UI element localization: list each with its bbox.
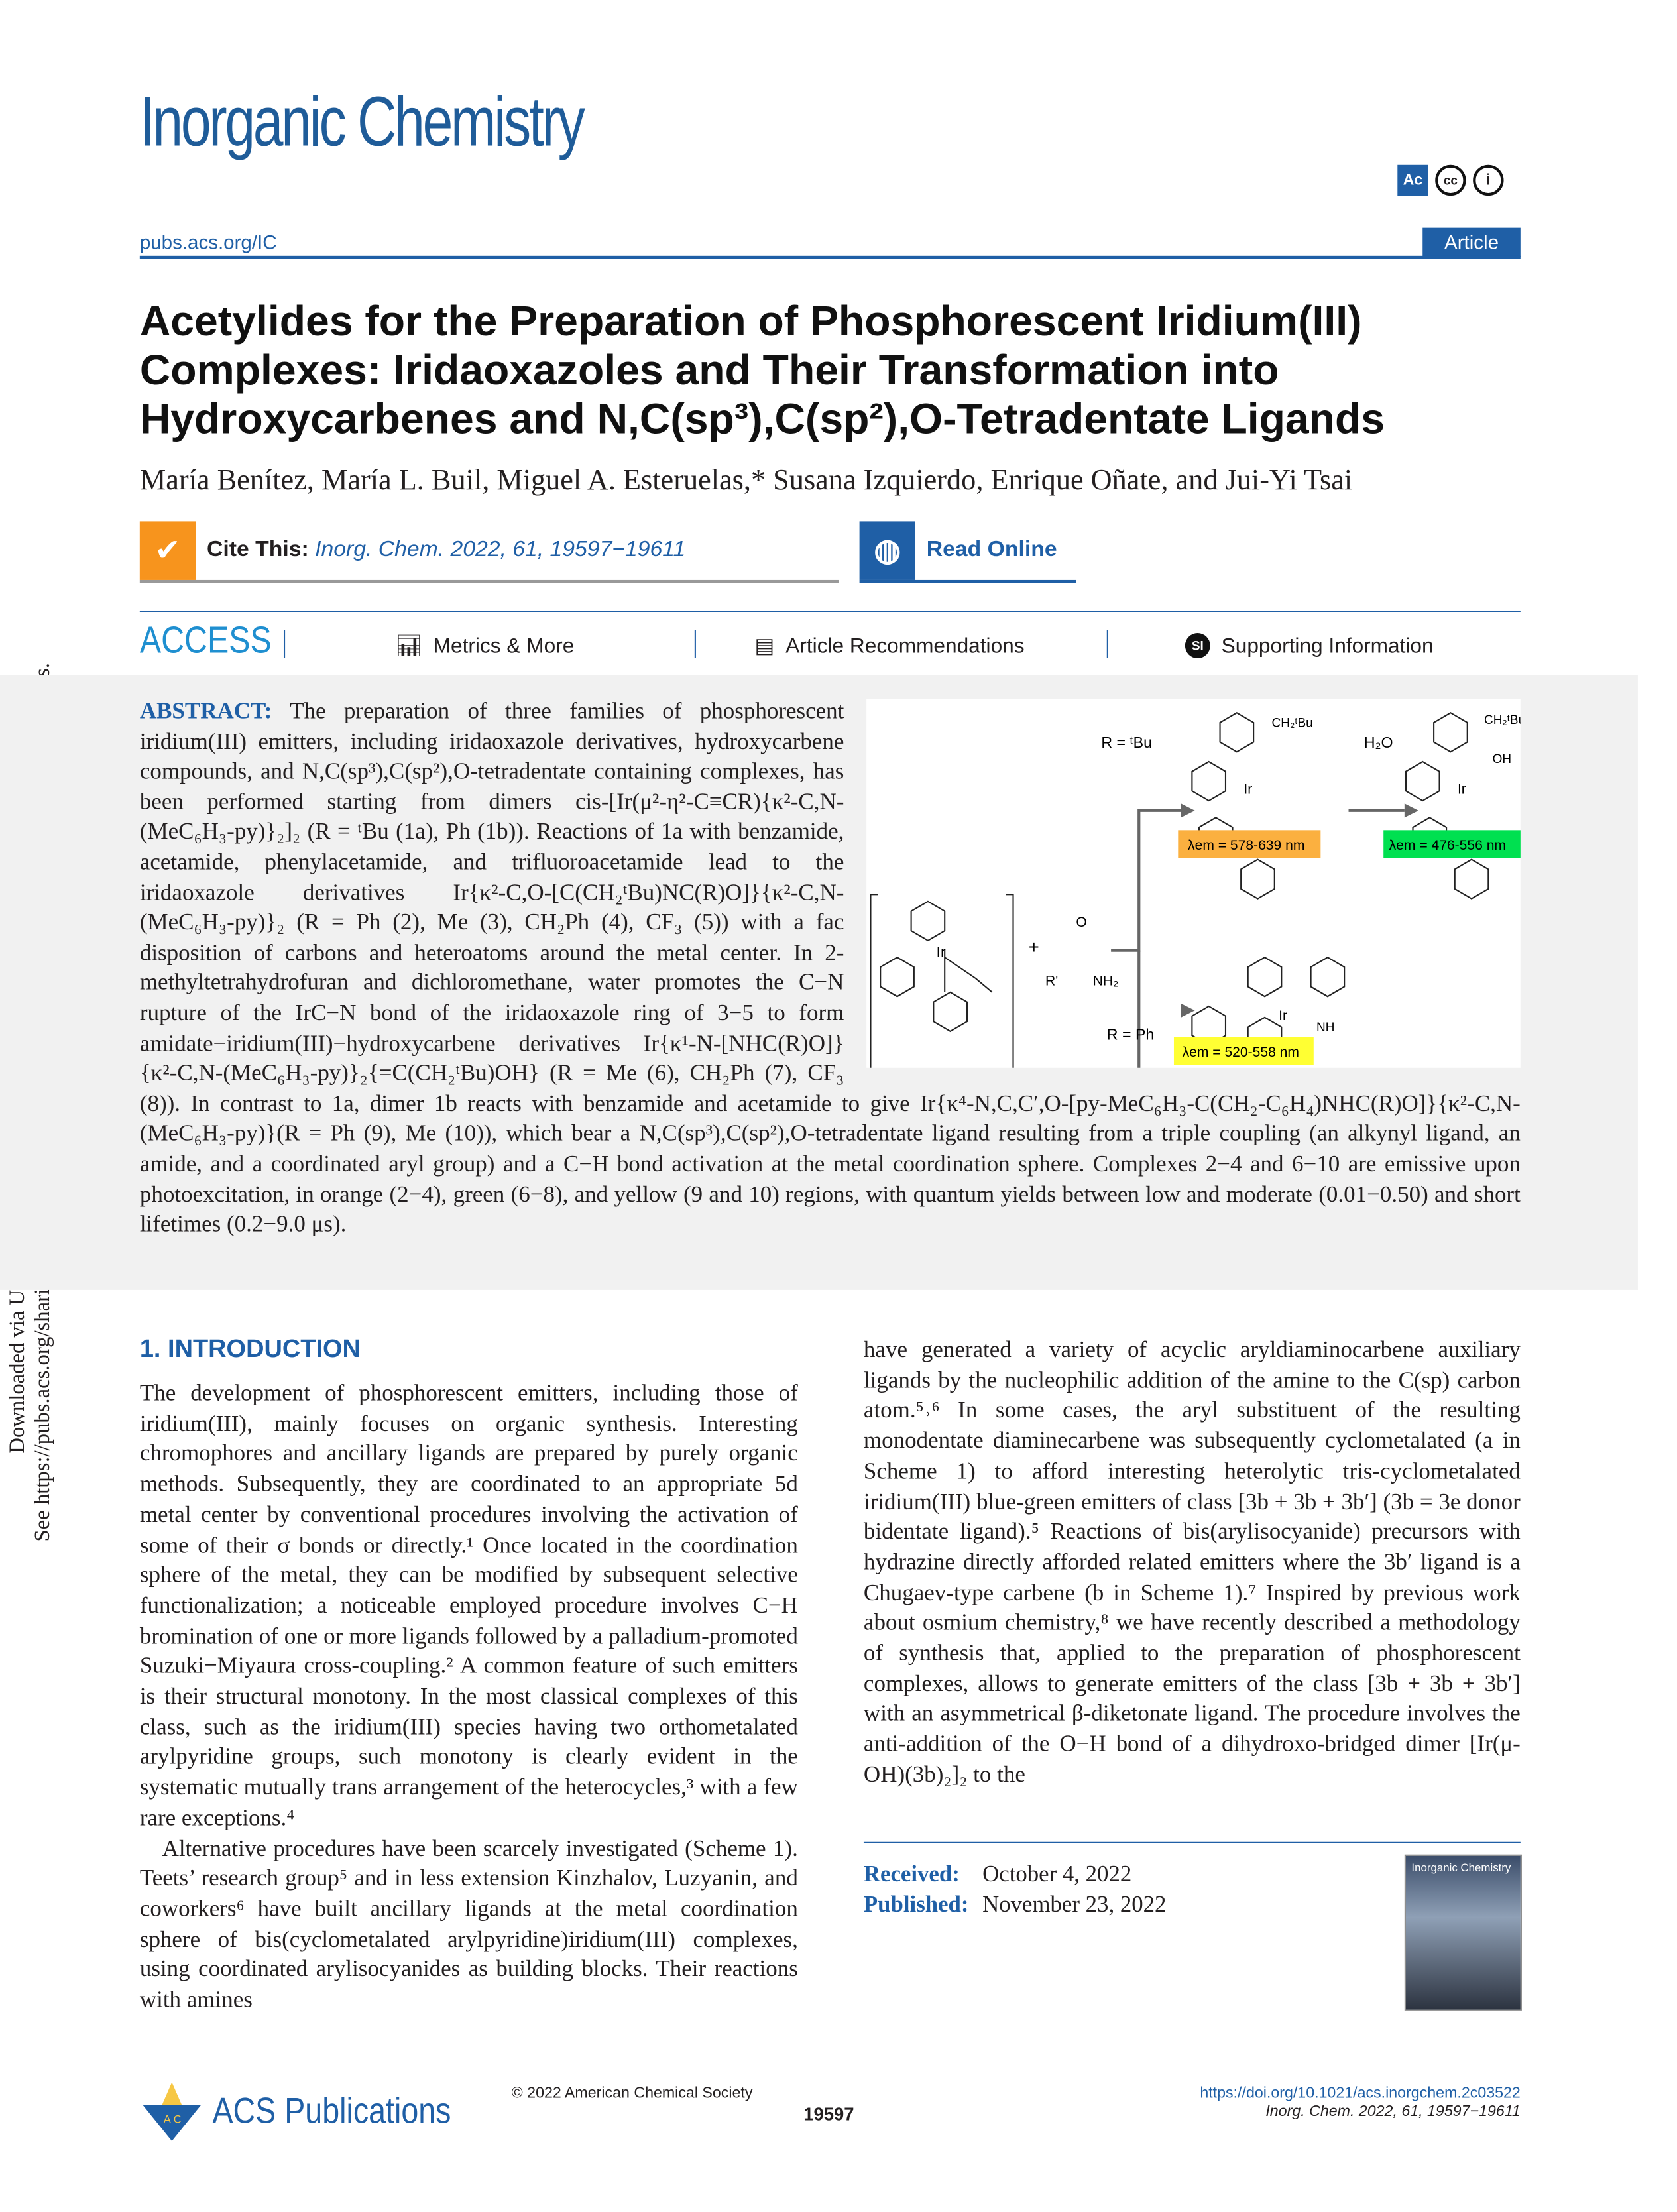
doi-link[interactable]: https://doi.org/10.1021/acs.inorgchem.2c03522 [1200,2085,1521,2102]
ir-label: Ir [1279,1008,1287,1024]
access-divider [140,611,1521,612]
reaction-scheme [866,699,1521,1068]
r-tbu-label: R = ᵗBu [1101,733,1152,751]
acs-ac-icon: Ac [1397,165,1428,196]
oh-label: OH [1492,752,1512,767]
ir-label: Ir [1243,782,1253,797]
ir-label: Ir [936,943,946,961]
page-number: 19597 [803,2103,854,2125]
newspaper-icon: ▤ [754,634,775,659]
journal-cover-thumbnail[interactable] [1405,1855,1522,2011]
intro-paragraph-continued: have generated a variety of acyclic aryldiaminocarbene auxiliary ligands by the nucleophilic addition of the amine to the C(sp) carbon atom.⁵˒⁶ In some cases, the aryl substituent of the resulting monodentate diaminecarbene was subsequently cyclometalated (a in Scheme 1) to afford interesting heterolytic tris-cyclometalated iridium(III) blue-green emitters of class [3b + 3b + 3b′] (3b = 3e donor bidentate ligand).⁵ Reactions of bis(arylisocyanide) precursors with hydrazine directly afforded related emitters where the 3b′ ligand is a Chugaev-type carbene (b in Scheme 1).⁷ Inspired by previous work about osmium chemistry,⁸ we have recently described a methodology of synthesis that, applied to the preparation of phosphorescent complexes, allows to generate emitters of the class [3b + 3b + 3b′] with an asymmetrical β-diketonate ligand. The procedure involves the anti-addition of the O−H bond of a dihydroxo-bridged dimer [Ir(μ-OH)(3b)₂]₂ to the [863,1336,1521,1788]
emission-yellow: λem = 520-558 nm [1182,1044,1299,1060]
open-access-person-icon: i [1473,165,1503,196]
section-heading: 1. INTRODUCTION [139,1334,361,1363]
separator [284,630,285,658]
author-list: María Benítez, María L. Buil, Miguel A. Esteruelas,* Susana Izquierdo, Enrique Oñate, and Jui-Yi Tsai [139,462,1353,496]
dates-divider [864,1842,1521,1843]
acs-emblem-icon [140,2079,204,2141]
checkmark-icon: ✔ [140,521,196,580]
separator [1107,630,1108,658]
citation-line: Inorg. Chem. 2022, 61, 19597−19611 [1265,2103,1521,2121]
si-icon: SI [1185,633,1210,658]
received-label: Received: [863,1860,960,1887]
ch2tbu-label: CH₂ᵗB [1484,713,1519,728]
tab-label: Supporting Information [1221,634,1434,658]
right-column [864,1334,1521,1789]
tab-metrics[interactable] [396,633,575,658]
left-column [140,1378,798,2015]
tab-recommendations[interactable] [754,633,1024,658]
publication-dates [864,1859,1167,1920]
amide-r-label: R' [1045,973,1059,989]
article-type-badge: Article [1422,228,1521,257]
abstract [140,696,1521,1239]
published-label: Published: [863,1891,969,1918]
tab-label: Metrics & More [433,634,575,658]
read-online-button[interactable] [860,521,1076,583]
emission-orange: λem = 578-639 nm [1188,837,1305,853]
tab-supporting-info[interactable] [1185,633,1434,658]
read-online-label: Read Online [926,538,1057,562]
amide-o-label: O [1076,914,1087,930]
toc-graphic [866,699,1521,1068]
copyright: © 2022 American Chemical Society [511,2085,753,2102]
cite-reference[interactable]: Inorg. Chem. 2022, 61, 19597−19611 [315,538,686,562]
plus-sign: + [1028,936,1039,957]
received-date: October 4, 2022 [982,1860,1132,1887]
cite-label: Cite This: [207,538,309,562]
tab-label: Article Recommendations [785,634,1025,658]
svg-text:A C: A C [163,2113,182,2126]
emission-green: λem = 476-556 nm [1389,837,1506,853]
nh-label: NH [1316,1020,1335,1035]
water-label: H₂O [1363,733,1393,751]
amide-nh2-label: NH₂ [1092,973,1119,989]
cc-icon: cc [1435,165,1466,196]
access-label: ACCESS [139,618,272,662]
ch2tbu-label: CH₂ᵗBu [1271,716,1313,730]
article-title: Acetylides for the Preparation of Phosphorescent Iridium(III) Complexes: Iridaoxazoles and Their Transformation into Hydroxycarbenes and N,C(sp³),C(sp²),O-Tetradentate Ligands [139,298,1385,443]
journal-logo[interactable]: Inorganic Chemistry [139,82,583,161]
r-ph-label: R = Ph [1106,1025,1155,1043]
cover-title: Inorganic Chemistry [1411,1861,1511,1875]
publisher-name: ACS Publications [212,2088,451,2131]
separator [695,630,696,658]
acs-publications-logo[interactable] [140,2079,493,2141]
abstract-label: ABSTRACT: [139,697,272,725]
published-date: November 23, 2022 [982,1891,1167,1918]
abstract-text: The preparation of three families of phosphorescent iridium(III) emitters, including iridaoxazole derivatives, hydroxycarbene compounds, and N,C(sp³),C(sp²),O-tetradentate containing complexes, has been performed starting from dimers cis-[Ir(μ²-η²-C≡CR){κ²-C,N-(MeC₆H₃-py)}₂]₂ (R = ᵗBu (1a), Ph (1b)). Reactions of 1a with benzamide, acetamide, phenylacetamide, and trifluoroacetamide lead to the iridaoxazole derivatives Ir{κ²-C,O-[C(CH₂ᵗBu)NC(R)O]}{κ²-C,N-(MeC₆H₃-py)}₂ (R = Ph (2), Me (3), CH₂Ph (4), CF₃ (5)) with a fac disposition of carbons and heteroatoms around the metal center. In 2-methyltetrahydrofuran and dichloromethane, water promotes the C−N rupture of the IrC−N bond of the iridaoxazole ring of 3−5 to form amidate−iridium(III)−hydroxycarbene derivatives Ir{κ¹-N-[NHC(R)O]}{κ²-C,N-(MeC₆H₃-py)}₂{=C(CH₂ᵗBu)OH} (R = Me (6), CH₂Ph (7), CF₃ (8)). In contrast to 1a, dimer 1b reacts with benzamide and acetamide to give Ir{κ⁴-N,C,C′,O-[py-MeC₆H₃-C(CH₂-C₆H₄)NHC(R)O]}{κ²-C,N-(MeC₆H₃-py)}(R = Ph (9), Me (10)), which bear a N,C(sp³),C(sp²),O-tetradentate ligand resulting from a triple coupling (an alkynyl ligand, an amide, and a coordinated aryl group) and a C−H bond activation at the metal coordination sphere. Complexes 2−4 and 6−10 are emissive upon photoexcitation, in orange (2−4), green (6−8), and yellow (9 and 10) regions, with quantum yields between low and moderate (0.01−0.50) and short lifetimes (0.2−9.0 μs). [139,697,1521,1238]
footer-citation [1104,2085,1521,2122]
cite-this-box[interactable] [140,521,838,583]
intro-paragraph: The development of phosphorescent emitters, including those of iridium(III), mainly focuses on organic synthesis. Interesting chromophores and ancillary ligands are prepared by purely organic methods. Subsequently, they are coordinated to an appropriate 5d metal center by conventional procedures involving the activation of some of their σ bonds or directly.¹ Once located in the coordination sphere of the metal, they can be modified by subsequent selective functionalization; a noticeable employed procedure involves C−H bromination of one or more ligands followed by a palladium-promoted Suzuki−Miyaura cross-coupling.² A common feature of such emitters is their structural monotony. In the most classical complexes of this class, such as the iridium(III) species having two orthometalated arylpyridine groups, such monotony is clearly evident in the systematic mutually trans arrangement of the heterocycles,³ with a few rare exceptions.⁴ [139,1379,798,1831]
intro-paragraph: Alternative procedures have been scarcely investigated (Scheme 1). Teets’ research group⁵ and in less extension Kinzhalov, Luzyanin, and coworkers⁶ have built ancillary ligands at the metal coordination sphere of bis(cyclometalated arylpyridine)iridium(III) complexes, using coordinated arylisocyanides as building blocks. Their reactions with amines [139,1834,798,2013]
journal-url-link[interactable]: pubs.acs.org/IC [139,230,277,253]
globe-icon: ◍ [860,521,915,580]
header-divider [140,256,1521,259]
bar-chart-icon: 📊︎ [395,634,422,659]
ir-label: Ir [1457,782,1466,797]
